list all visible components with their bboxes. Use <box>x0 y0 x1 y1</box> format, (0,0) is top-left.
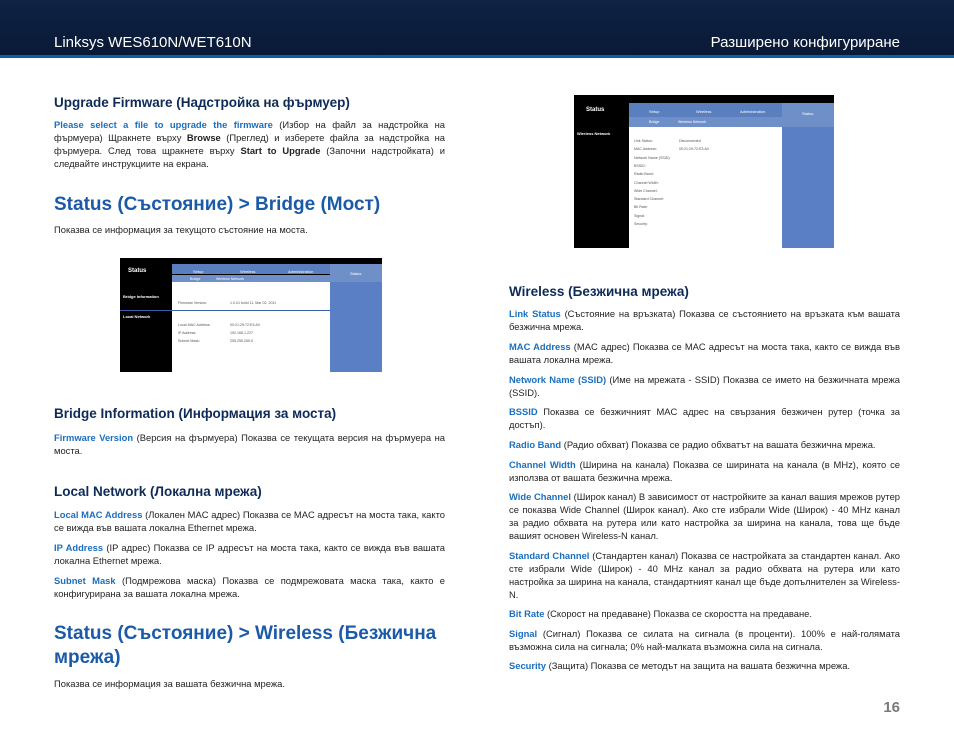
mac-address-term: MAC Address <box>509 341 571 352</box>
upgrade-text-2: (Преглед) и изберете файла за надстройка на фърмуера. След това щракнете върху <box>54 132 446 156</box>
wshot-tab-admin: Administration <box>740 109 766 114</box>
radio-band-term: Radio Band <box>509 439 562 450</box>
wshot-row-label: Bit Rate: <box>634 205 648 210</box>
wireless-item <box>509 438 900 451</box>
wshot-row-label: Network Name (SSID): <box>634 155 671 160</box>
ip-address-text: (IP адрес) Показва се IP адресът на моста така, както се вижда във вашата локална Ethernet мрежа. <box>54 542 445 566</box>
shot-mask-label: Subnet Mask: <box>178 339 200 343</box>
mac-address-text: (MAC адрес) Показва се MAC адресът на моста така, както се вижда във вашата локална мрежа. <box>509 341 900 365</box>
wireless-item <box>509 627 900 653</box>
shot-tab-setup: Setup <box>193 269 204 274</box>
shot-sub-bridge: Bridge <box>190 276 201 281</box>
upgrade-firmware-paragraph <box>54 118 445 170</box>
bssid-term: BSSID <box>509 406 538 417</box>
wireless-item <box>509 458 900 484</box>
shot-tab-admin: Administration <box>288 269 314 274</box>
wshot-sub-wireless: Wireless Network <box>678 120 706 124</box>
local-mac-term: Local MAC Address <box>54 509 143 520</box>
link-status-term: Link Status <box>509 308 561 319</box>
wshot-row-label: BSSID: <box>634 163 646 168</box>
wireless-status-screenshot <box>574 95 834 248</box>
shot-status-label: Status <box>128 268 147 274</box>
local-network-heading: Local Network (Локална мрежа) <box>54 484 262 499</box>
shot-ip-label: IP Address: <box>178 331 197 335</box>
wshot-side-wireless: Wireless Network <box>577 131 611 136</box>
signal-term: Signal <box>509 628 538 639</box>
local-mac-text: (Локален MAC адрес) Показва се MAC адресът на моста така, както се вижда във вашата локална Ethernet мрежа. <box>54 509 445 533</box>
wshot-row-label: Wide Channel: <box>634 188 658 193</box>
wshot-row-label: Link Status: <box>634 139 653 143</box>
wshot-sidebar <box>574 127 629 248</box>
status-bridge-intro: Показва се информация за текущото състояние на моста. <box>54 224 308 235</box>
upgrade-firmware-heading: Upgrade Firmware (Надстройка на фърмуер) <box>54 95 350 110</box>
wireless-item <box>509 607 900 620</box>
shot-sub-wireless: Wireless Network <box>216 276 244 281</box>
wireless-item <box>509 373 900 399</box>
wshot-right-panel <box>782 127 834 248</box>
wide-channel-text: (Широк канал) В зависимост от настройките за канал вашия мрежов рутер се показва Wide Channel (Широк канал). Ако сте избрали Wide (Широк) - 40 MHz канал за радио обхвата на рутера или като настройка за ширина на канала, това ще бъде вашият основен Wireless-N канал. <box>509 491 900 541</box>
standard-channel-text: (Стандартен канал) Показва се настройката за стандартен канал. Ако сте избрали Wide (Широк) - 40 MHz канал за радио обхвата на рутера или като настройка за ширина на канала, стандартният канал ще бъде допълнителен за Wireless-N. <box>509 550 900 600</box>
shot-ip-value: 192.168.1.227 <box>230 331 253 335</box>
wshot-status-label: Status <box>586 107 605 113</box>
shot-right-panel <box>330 282 382 372</box>
wshot-row-value: 00:21:29:72:E3:A0 <box>679 147 709 152</box>
status-wireless-title: Status (Състояние) > Wireless (Безжична мрежа) <box>54 623 437 668</box>
wide-channel-term: Wide Channel <box>509 491 571 502</box>
bridge-status-screenshot <box>120 258 382 372</box>
wshot-row-label: Channel Width: <box>634 180 659 185</box>
wshot-row-label: MAC Address: <box>634 147 657 152</box>
subnet-mask-paragraph <box>54 574 445 600</box>
wshot-row-label: Radio Band: <box>634 172 654 177</box>
ssid-text: (Име на мрежата - SSID) Показва се името на безжичната мрежа (SSID). <box>509 374 901 398</box>
ip-address-paragraph <box>54 541 445 567</box>
upgrade-text-3: (Започни надстройката) и следвайте инструкциите на екрана. <box>54 145 445 169</box>
wireless-item <box>509 307 900 333</box>
wshot-row-value: Disconnected <box>679 139 701 143</box>
standard-channel-term: Standard Channel <box>509 550 590 561</box>
bssid-text: Показва се безжичният MAC адрес на свързания безжичен рутер (точка за достъп). <box>509 406 900 430</box>
wshot-row-label: Signal: <box>634 213 645 218</box>
wireless-item <box>509 549 900 601</box>
bit-rate-term: Bit Rate <box>509 608 545 619</box>
ip-address-term: IP Address <box>54 542 104 553</box>
shot-tab-wireless: Wireless <box>240 269 256 274</box>
status-bridge-title: Status (Състояние) > Bridge (Мост) <box>54 194 381 215</box>
shot-mac-value: 00:21:29:72:E3:A0 <box>230 323 260 327</box>
security-term: Security <box>509 660 546 671</box>
local-mac-paragraph <box>54 508 445 534</box>
radio-band-text: (Радио обхват) Показва се радио обхватът на вашата безжична мрежа. <box>561 439 876 450</box>
security-text: (Защита) Показва се методът на защита на вашата безжична мрежа. <box>546 660 851 671</box>
subnet-mask-text: (Подмрежова маска) Показва се подмрежовата маска така, както е конфигурирана за вашата локална мрежа. <box>54 575 446 599</box>
firmware-version-text: (Версия на фърмуера) Показва се текущата версия на фърмуера на моста. <box>54 432 445 456</box>
signal-text: (Сигнал) Показва се силата на сигнала (в проценти). 100% е най-голямата възможна сила на сигнала; 0% най-малката възможна сила на сигнала. <box>509 628 900 652</box>
shot-mac-label: Local MAC Address: <box>178 323 211 327</box>
ssid-term: Network Name (SSID) <box>509 374 607 385</box>
bridge-information-heading: Bridge Information (Информация за моста) <box>54 406 337 421</box>
page-number: 16 <box>883 699 900 716</box>
firmware-version-term: Firmware Version <box>54 432 134 443</box>
wireless-item <box>509 659 900 672</box>
browse-term: Browse <box>186 132 221 143</box>
shot-mask-value: 255.255.255.0 <box>230 339 253 343</box>
wireless-heading: Wireless (Безжична мрежа) <box>509 284 689 299</box>
shot-side-bridge-info: Bridge Information <box>123 294 159 299</box>
shot-separator <box>120 310 330 311</box>
shot-tab-status: Status <box>350 271 362 276</box>
shot-side-local: Local Network <box>123 314 151 319</box>
wireless-item <box>509 490 900 542</box>
wshot-tab-setup: Setup <box>649 109 660 114</box>
wshot-tab-status: Status <box>802 111 814 116</box>
upgrade-term: Please select a file to upgrade the firmware <box>54 119 273 130</box>
shot-fw-label: Firmware Version: <box>178 301 207 305</box>
header-product-title: Linksys WES610N/WET610N <box>54 34 252 51</box>
wshot-row-label: Standard Channel: <box>634 197 664 202</box>
header-section-title: Разширено конфигуриране <box>710 34 900 51</box>
wireless-item <box>509 405 900 431</box>
start-upgrade-term: Start to Upgrade <box>240 145 321 156</box>
wshot-row-label: Security: <box>634 222 648 226</box>
subnet-mask-term: Subnet Mask <box>54 575 116 586</box>
upgrade-text-1: (Избор на файл за надстройка на фърмуера) Щракнете върху <box>54 119 446 143</box>
channel-width-text: (Ширина на канала) Показва се ширината на канала (в MHz), която се използва от вашата безжична мрежа. <box>509 459 900 483</box>
wireless-item <box>509 340 900 366</box>
page-header <box>0 0 954 58</box>
status-wireless-intro: Показва се информация за вашата безжична мрежа. <box>54 678 285 689</box>
link-status-text: (Състояние на връзката) Показва се състоянието на връзката към вашата безжична мрежа. <box>509 308 901 332</box>
firmware-version-paragraph <box>54 431 445 457</box>
shot-fw-value: 1.0.01 build 11, Mar 02, 2011 <box>230 301 277 305</box>
channel-width-term: Channel Width <box>509 459 576 470</box>
wshot-tab-wireless: Wireless <box>696 109 712 114</box>
wshot-sub-bridge: Bridge <box>649 120 660 124</box>
bit-rate-text: (Скорост на предаване) Показва се скоростта на предаване. <box>544 608 812 619</box>
